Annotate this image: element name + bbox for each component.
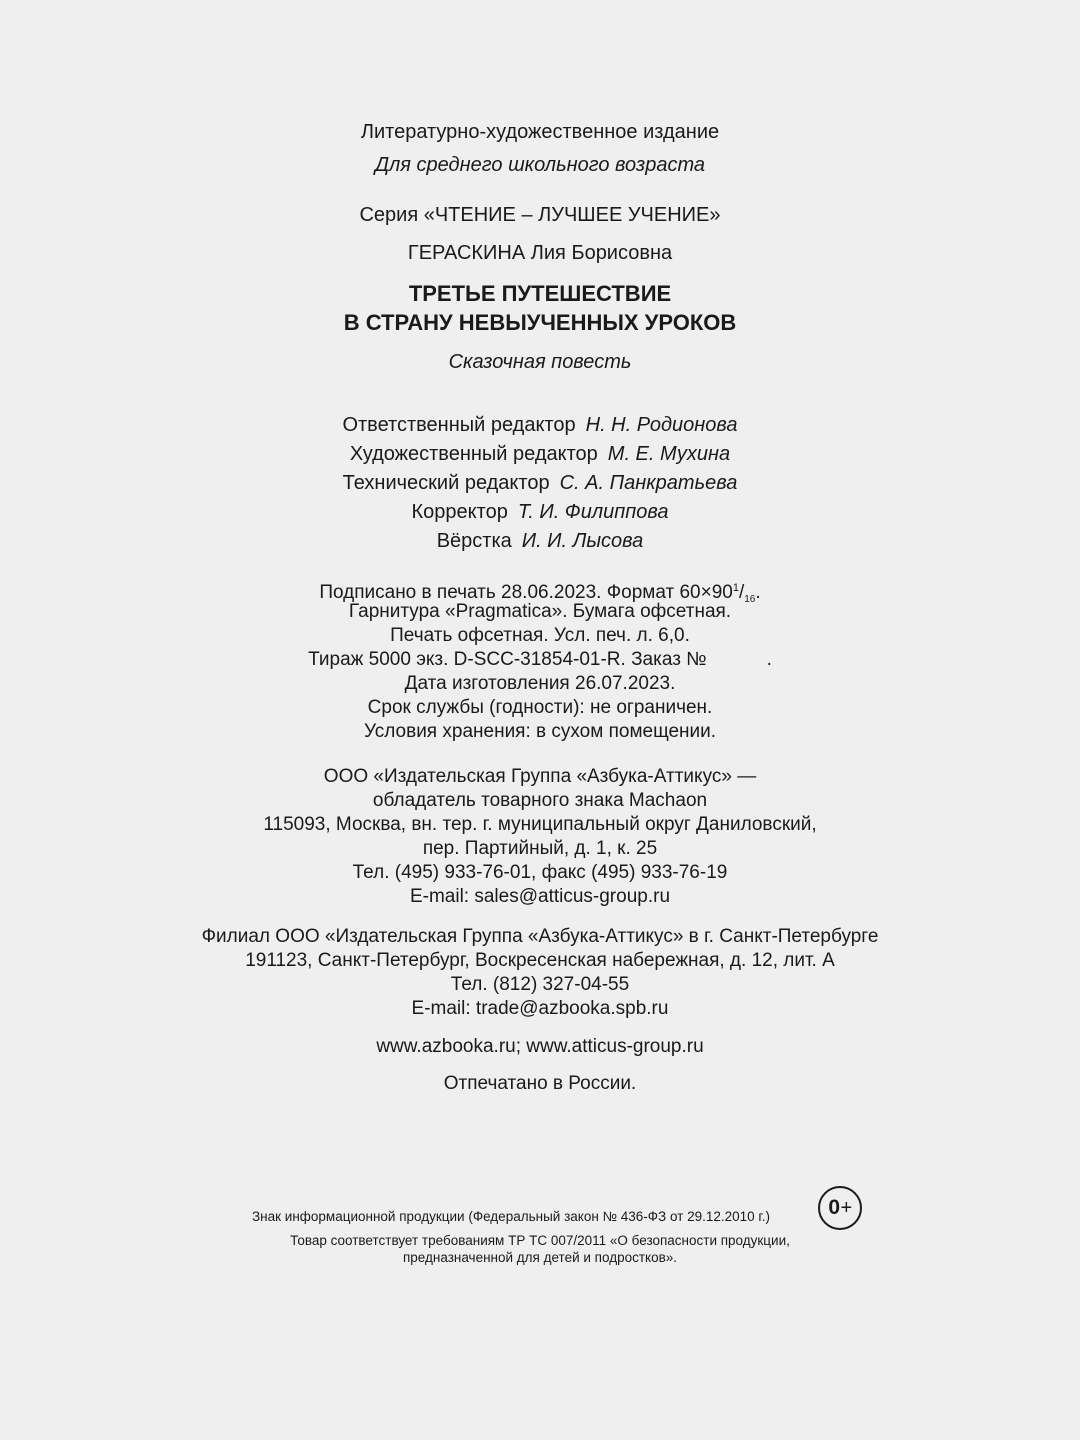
staff-name: И. И. Лысова (521, 530, 644, 552)
audience: Для среднего школьного возраста (374, 154, 706, 176)
staff-role: Технический редактор (342, 472, 550, 494)
book-title-line2: В СТРАНУ НЕВЫУЧЕННЫХ УРОКОВ (343, 310, 737, 335)
staff-proofreader (0, 498, 1080, 527)
format-end: . (755, 582, 761, 603)
print-shelf-life: Срок службы (годности): не ограничен. (367, 697, 713, 718)
websites: www.azbooka.ru; www.atticus-group.ru (376, 1036, 704, 1057)
printed-in: Отпечатано в России. (443, 1073, 637, 1094)
branch-line1: Филиал ООО «Издательская Группа «Азбука-Аттикус» в г. Санкт-Петербурге (201, 926, 879, 947)
branch-address: 191123, Санкт-Петербург, Воскресенская набережная, д. 12, лит. А (245, 950, 835, 971)
print-typeface: Гарнитура «Pragmatica». Бумага офсетная. (348, 601, 732, 622)
publisher-line1: ООО «Издательская Группа «Азбука-Аттикус» — (323, 766, 757, 787)
info-sign-notice: Знак информационной продукции (Федеральный закон № 436-ФЗ от 29.12.2010 г.) (252, 1209, 770, 1224)
publisher-address: 115093, Москва, вн. тер. г. муниципальный округ Даниловский, (263, 814, 817, 835)
age-rating-badge (818, 1186, 862, 1230)
publisher-line2: обладатель товарного знака Machaon (372, 790, 708, 811)
branch-phone: Тел. (812) 327-04-55 (450, 974, 630, 995)
print-run-end: . (766, 649, 772, 670)
format-numerator: 1 (732, 582, 739, 594)
staff-role: Корректор (411, 501, 508, 523)
publisher-phone: Тел. (495) 933-76-01, факс (495) 933-76-19 (352, 862, 728, 883)
staff-layout (0, 527, 1080, 556)
staff-role: Художественный редактор (349, 443, 598, 465)
print-signed-text: Подписано в печать 28.06.2023. Формат 60×90 (319, 582, 733, 603)
edition-type: Литературно-художественное издание (360, 121, 720, 143)
format-slash: / (738, 582, 745, 603)
publisher-email: E-mail: sales@atticus-group.ru (409, 886, 671, 907)
compliance-line2: предназначенной для детей и подростков». (402, 1250, 678, 1265)
compliance-line1: Товар соответствует требованиям ТР ТС 007/2011 «О безопасности продукции, (290, 1233, 790, 1248)
staff-art-editor (0, 440, 1080, 469)
age-rating-number: 0 (828, 1196, 840, 1219)
staff-name: Т. И. Филиппова (517, 501, 669, 523)
staff-name: С. А. Панкратьева (559, 472, 738, 494)
print-manufacture-date: Дата изготовления 26.07.2023. (404, 673, 676, 694)
age-rating-plus: + (840, 1196, 852, 1219)
book-title-line1: ТРЕТЬЕ ПУТЕШЕСТВИЕ (408, 281, 672, 306)
staff-name: Н. Н. Родионова (585, 414, 738, 436)
format-denominator: 16 (744, 594, 756, 605)
publisher-address-line2: пер. Партийный, д. 1, к. 25 (422, 838, 658, 859)
staff-name: М. Е. Мухина (607, 443, 731, 465)
staff-technical-editor (0, 469, 1080, 498)
branch-email: E-mail: trade@azbooka.spb.ru (411, 998, 669, 1019)
author: ГЕРАСКИНА Лия Борисовна (407, 242, 673, 264)
genre: Сказочная повесть (448, 351, 632, 373)
print-run-text: Тираж 5000 экз. D-SCC-31854-01-R. Заказ № (308, 649, 707, 670)
print-storage: Условия хранения: в сухом помещении. (363, 721, 717, 742)
staff-responsible-editor (0, 411, 1080, 440)
print-printing: Печать офсетная. Усл. печ. л. 6,0. (390, 625, 690, 646)
staff-role: Вёрстка (436, 530, 512, 552)
staff-role: Ответственный редактор (342, 414, 576, 436)
series: Серия «ЧТЕНИЕ – ЛУЧШЕЕ УЧЕНИЕ» (359, 204, 721, 226)
print-run (0, 648, 1080, 672)
